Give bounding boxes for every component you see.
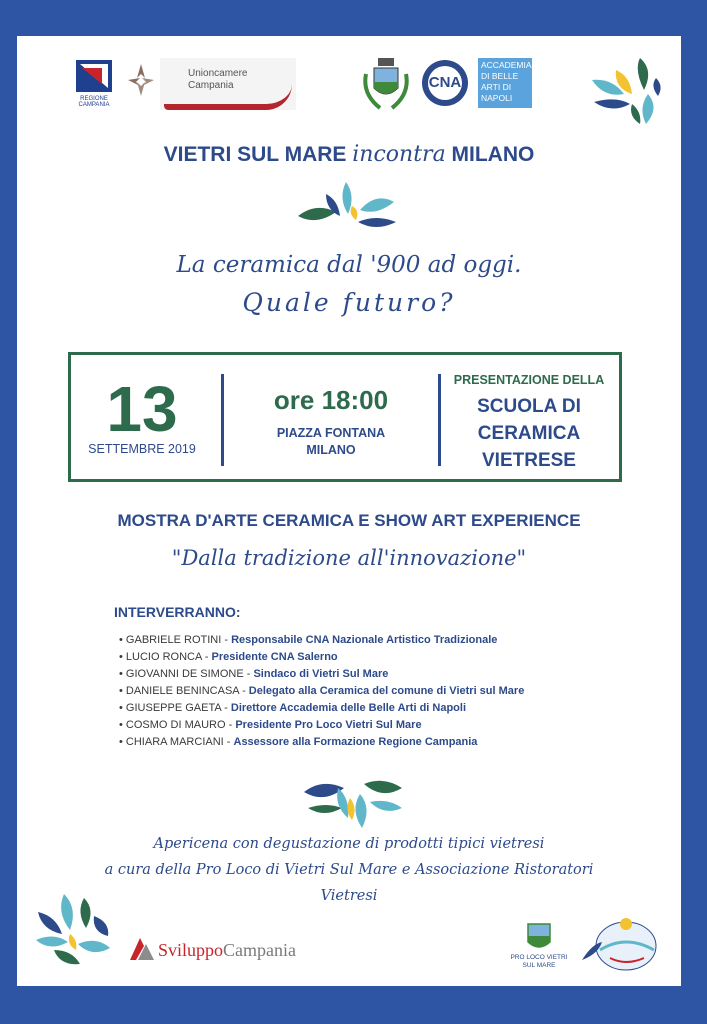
ceramic-drops-logo-bottom (34, 892, 112, 968)
unioncamere-text: Unioncamere Campania (188, 68, 248, 91)
speaker-name: GIOVANNI DE SIMONE (125, 668, 244, 680)
speaker-role: Assessore alla Formazione Regione Campania (233, 736, 478, 748)
footer-note-line-1: Apericena con degustazione di prodotti tipici vietresi (153, 836, 545, 852)
speaker-item: • LUCIO RONCA - Presidente CNA Salerno (119, 651, 338, 663)
speaker-role: Responsabile CNA Nazionale Artistico Tradizionale (231, 634, 498, 646)
speaker-role: Sindaco di Vietri Sul Mare (253, 668, 389, 680)
exhibit-quote: "Dalla tradizione all'innovazione" (171, 546, 527, 570)
ristoratori-association-logo (580, 914, 660, 974)
speaker-role: Direttore Accademia delle Belle Arti di Napoli (230, 702, 467, 714)
regione-campania-logo (68, 58, 120, 110)
subtitle-line-1: La ceramica dal '900 ad oggi. (176, 252, 522, 278)
unioncamere-logo (160, 58, 296, 110)
divider-2 (438, 374, 441, 466)
event-day: 13 (106, 373, 178, 445)
proloco-logo (510, 920, 568, 972)
presentation-label: PRESENTAZIONE DELLA (453, 373, 605, 387)
footer-note-line-2: a cura della Pro Loco di Vietri Sul Mare e Associazione Ristoratori (104, 862, 594, 878)
speaker-name: DANIELE BENINCASA (125, 685, 240, 697)
accademia-logo (478, 58, 532, 108)
event-month-year: SETTEMBRE 2019 (88, 442, 196, 456)
speaker-name: LUCIO RONCA (125, 651, 202, 663)
proloco-text: PRO LOCO VIETRI SUL MARE (510, 954, 568, 969)
speaker-item: • GIUSEPPE GAETA - Direttore Accademia delle Belle Arti di Napoli (119, 702, 467, 714)
presentation-line-1: SCUOLA DI (477, 396, 581, 417)
cna-text: CNA (428, 74, 462, 91)
speaker-item: • CHIARA MARCIANI - Assessore alla Formazione Regione Campania (119, 736, 478, 748)
drops-ornament-icon (302, 774, 406, 830)
proloco-crest-icon (526, 922, 552, 952)
sviluppo-campania-text (158, 940, 296, 961)
speaker-name: COSMO DI MAURO (125, 719, 226, 731)
title-part-vietri: VIETRI SUL MARE (163, 143, 347, 166)
sviluppo-campania-logo (128, 934, 318, 968)
cna-logo (420, 58, 470, 108)
drops-ornament-icon (296, 180, 400, 232)
speaker-role: Delegato alla Ceramica del comune di Vietri sul Mare (248, 685, 525, 697)
unioncamere-mark-icon (124, 60, 158, 100)
main-title (17, 142, 681, 167)
sviluppo-word: Sviluppo (158, 940, 224, 960)
speaker-item: • GIOVANNI DE SIMONE - Sindaco di Vietri Sul Mare (119, 668, 389, 680)
campania-word: Campania (223, 940, 296, 960)
speaker-name: GABRIELE ROTINI (125, 634, 222, 646)
unioncamere-swoosh (164, 84, 292, 110)
exhibit-heading: MOSTRA D'ARTE CERAMICA E SHOW ART EXPERIENCE (117, 511, 581, 530)
event-place-2: MILANO (306, 443, 356, 457)
event-place-1: PIAZZA FONTANA (276, 426, 386, 440)
sviluppo-mark-icon (128, 936, 156, 962)
accademia-text: ACCADEMIA DI BELLE ARTI DI NAPOLI (481, 60, 532, 103)
subtitle-line-2: Quale futuro? (242, 288, 456, 317)
presentation-line-2: CERAMICA (477, 423, 581, 444)
speakers-heading: INTERVERRANNO: (114, 604, 241, 620)
title-part-incontra: incontra (352, 142, 446, 167)
speaker-item: • DANIELE BENINCASA - Delegato alla Ceramica del comune di Vietri sul Mare (119, 685, 525, 697)
ceramic-drops-logo (586, 50, 666, 130)
vietri-crest-logo (360, 54, 412, 114)
speaker-role: Presidente CNA Salerno (211, 651, 338, 663)
title-part-milano: MILANO (451, 143, 535, 166)
divider-1 (221, 374, 224, 466)
regione-campania-text: REGIONE CAMPANIA (78, 96, 110, 108)
speaker-role: Presidente Pro Loco Vietri Sul Mare (235, 719, 422, 731)
speaker-item: • GABRIELE ROTINI - Responsabile CNA Nazionale Artistico Tradizionale (119, 634, 498, 646)
speaker-item: • COSMO DI MAURO - Presidente Pro Loco Vietri Sul Mare (119, 719, 422, 731)
speaker-name: GIUSEPPE GAETA (125, 702, 222, 714)
event-time: ore 18:00 (273, 385, 389, 415)
footer-note-line-3: Vietresi (320, 888, 378, 904)
speaker-name: CHIARA MARCIANI (125, 736, 224, 748)
presentation-line-3: VIETRESE (482, 450, 576, 471)
